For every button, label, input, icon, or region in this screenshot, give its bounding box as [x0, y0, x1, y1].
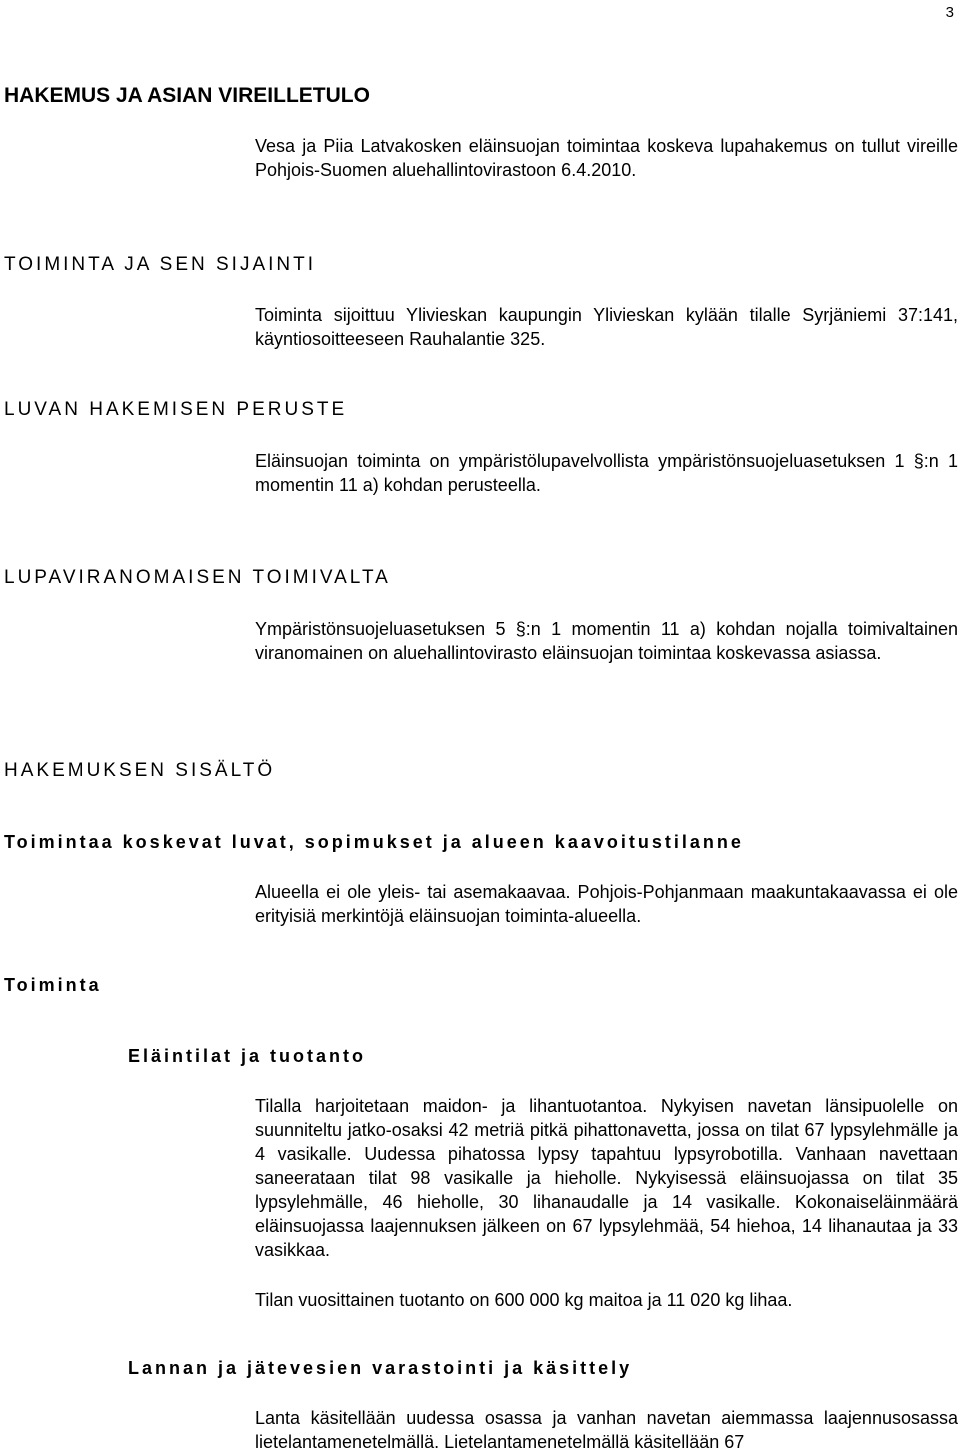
page-number: 3 — [945, 4, 954, 21]
paragraph-toimivalta — [255, 617, 958, 665]
section-heading-hakemus: HAKEMUS JA ASIAN VIREILLETULO — [4, 84, 370, 107]
paragraph-text: Lanta käsitellään uudessa osassa ja vanhan navetan aiemmassa laajennusosassa lietelantamenetelmällä. Lietelantamenetelmällä käsitellään 67 — [255, 1408, 958, 1452]
paragraph-sijainti — [255, 303, 958, 351]
sub-sub-heading-elaintilat: Eläintilat ja tuotanto — [128, 1046, 367, 1066]
paragraph-text-1: Tilalla harjoitetaan maidon- ja lihantuotantoa. Nykyisen navetan länsipuolelle on suunniteltu jatko-osaksi 42 metriä pitkä pihattonavetta, jossa on tilat 67 lypsylehmälle ja 4 vasikalle. Uudessa pihatossa lypsy tapahtuu lypsyrobotilla. Vanhaan navettaan saneerataan tilat 98 vasikalle ja hieholle. Nykyisessä eläinsuojassa on tilat 35 lypsylehmälle, 46 hieholle, 30 lihanaudalle ja 14 vasikalle. Kokonaiseläinmäärä eläinsuojassa laajennuksen jälkeen on 67 lypsylehmää, 54 hiehoa, 14 lihanautaa ja 33 vasikkaa. — [255, 1096, 958, 1260]
paragraph-text: Ympäristönsuojeluasetuksen 5 §:n 1 momentin 11 a) kohdan nojalla toimivaltainen viranomainen on aluehallintovirasto eläinsuojan toimintaa koskevassa asiassa. — [255, 619, 958, 663]
paragraph-text-2: Tilan vuosittainen tuotanto on 600 000 kg maitoa ja 11 020 kg lihaa. — [255, 1290, 793, 1310]
paragraph-text: Eläinsuojan toiminta on ympäristölupavelvollista ympäristönsuojeluasetuksen 1 §:n 1 momentin 11 a) kohdan perusteella. — [255, 451, 958, 495]
paragraph-text: Vesa ja Piia Latvakosken eläinsuojan toimintaa koskeva lupahakemus on tullut vireille Pohjois-Suomen aluehallintovirastoon 6.4.2010. — [255, 136, 958, 180]
paragraph-text: Toiminta sijoittuu Ylivieskan kaupungin Ylivieskan kylään tilalle Syrjäniemi 37:141, käyntiosoitteeseen Rauhalantie 325. — [255, 305, 958, 349]
section-heading-sijainti: TOIMINTA JA SEN SIJAINTI — [4, 254, 317, 275]
section-heading-sisalto: HAKEMUKSEN SISÄLTÖ — [4, 760, 276, 781]
section-heading-peruste: LUVAN HAKEMISEN PERUSTE — [4, 399, 348, 420]
sub-heading-toiminta: Toiminta — [4, 975, 102, 995]
paragraph-peruste — [255, 449, 958, 497]
paragraph-text: Alueella ei ole yleis- tai asemakaavaa. Pohjois-Pohjanmaan maakuntakaavassa ei ole erityisiä merkintöjä eläinsuojan toiminta-alueella. — [255, 882, 958, 926]
paragraph-tuotanto — [255, 1288, 958, 1312]
section-heading-toimivalta: LUPAVIRANOMAISEN TOIMIVALTA — [4, 567, 391, 588]
sub-sub-heading-lanta: Lannan ja jätevesien varastointi ja käsittely — [128, 1358, 633, 1378]
paragraph-hakemus — [255, 134, 958, 182]
paragraph-kaavoitus — [255, 880, 958, 928]
sub-heading-luvat: Toimintaa koskevat luvat, sopimukset ja alueen kaavoitustilanne — [4, 832, 744, 852]
paragraph-lanta — [255, 1406, 958, 1454]
paragraph-elaintilat — [255, 1094, 958, 1262]
